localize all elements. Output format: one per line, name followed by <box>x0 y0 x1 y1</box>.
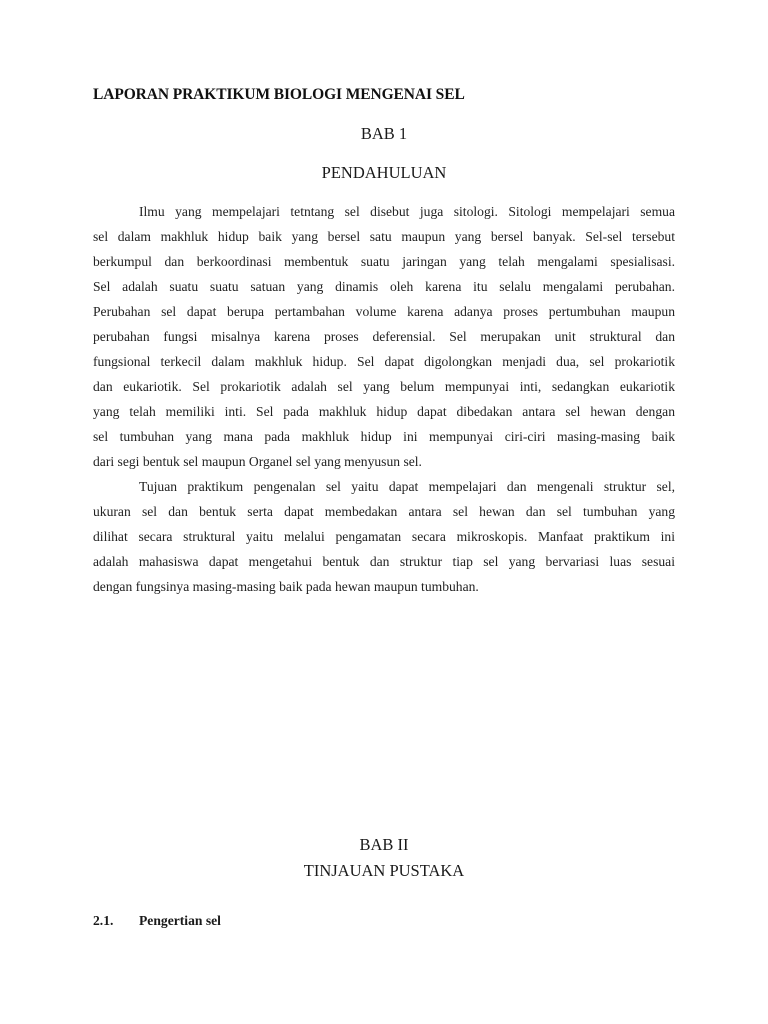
subsection-heading <box>93 913 221 929</box>
text-line: perubahan fungsi misalnya karena proses deferensial. Sel merupakan unit struktural dan <box>93 329 675 344</box>
subsection-number: 2.1. <box>93 913 114 928</box>
text-line: Sel adalah suatu suatu satuan yang dinamis oleh karena itu selalu mengalami perubahan. <box>93 279 675 294</box>
text-line: ukuran sel dan bentuk serta dapat membedakan antara sel hewan dan sel tumbuhan yang <box>93 504 675 519</box>
text-line: berkumpul dan berkoordinasi membentuk suatu jaringan yang telah mengalami spesialisasi. <box>93 254 675 269</box>
paragraph-introduction <box>93 199 675 474</box>
chapter-1-heading: PENDAHULUAN <box>321 163 447 182</box>
text-line: dilihat secara struktural yaitu melalui pengamatan secara mikroskopis. Manfaat praktikum ini <box>93 529 675 544</box>
text-line: adalah mahasiswa dapat mengetahui bentuk dan struktur tiap sel yang bervariasi luas sesuai <box>93 554 675 569</box>
text-line: yang telah memiliki inti. Sel pada makhluk hidup dapat dibedakan antara sel hewan dengan <box>93 404 675 419</box>
paragraph-objectives <box>93 474 675 599</box>
subsection-title: Pengertian sel <box>139 913 221 928</box>
text-line: Tujuan praktikum pengenalan sel yaitu dapat mempelajari dan mengenali struktur sel, <box>139 479 675 494</box>
chapter-2-label: BAB II <box>359 835 409 854</box>
chapter-2-heading: TINJAUAN PUSTAKA <box>303 861 465 880</box>
text-line: sel tumbuhan yang mana pada makhluk hidup ini mempunyai ciri-ciri masing-masing baik <box>93 429 675 444</box>
text-line: fungsional terkecil dalam makhluk hidup. Sel dapat digolongkan menjadi dua, sel prokariotik <box>93 354 675 369</box>
text-line: sel dalam makhluk hidup baik yang bersel satu maupun yang bersel banyak. Sel-sel tersebut <box>93 229 675 244</box>
text-line: dan eukariotik. Sel prokariotik adalah sel yang belum mempunyai inti, sedangkan eukariotik <box>93 379 675 394</box>
document-title: LAPORAN PRAKTIKUM BIOLOGI MENGENAI SEL <box>93 86 465 103</box>
text-line: dengan fungsinya masing-masing baik pada hewan maupun tumbuhan. <box>93 579 479 594</box>
chapter-1-label: BAB 1 <box>360 124 408 143</box>
text-line: Ilmu yang mempelajari tetntang sel disebut juga sitologi. Sitologi mempelajari semua <box>139 204 675 219</box>
chapter-1-body <box>93 199 675 599</box>
text-line: Perubahan sel dapat berupa pertambahan volume karena adanya proses pertumbuhan maupun <box>93 304 675 319</box>
text-line: dari segi bentuk sel maupun Organel sel yang menyusun sel. <box>93 454 422 469</box>
